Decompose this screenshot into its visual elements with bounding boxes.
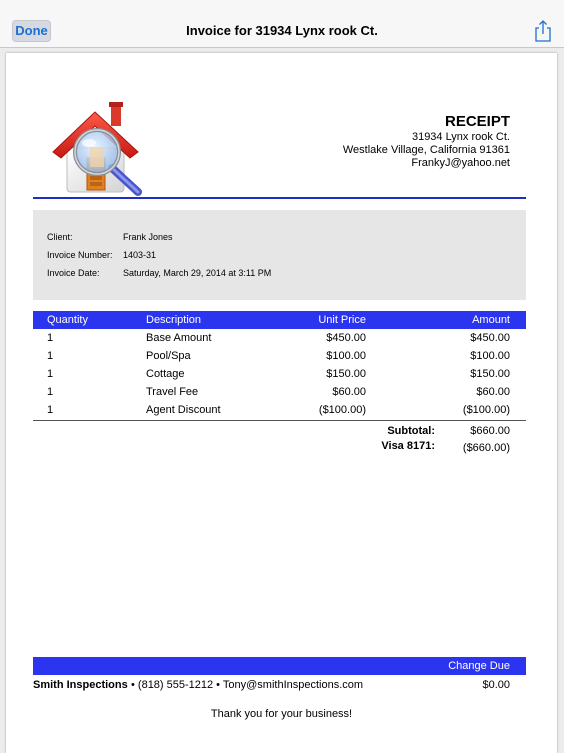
table-row [33, 401, 526, 419]
amount-cell: $150.00 [470, 368, 510, 380]
unit-price-header: Unit Price [318, 314, 366, 326]
invoice-date-label: Invoice Date: [47, 268, 100, 278]
company-contact: • (818) 555-1212 • Tony@smithInspections.com [131, 679, 364, 691]
invoice-number-label: Invoice Number: [47, 250, 113, 260]
company-name: Smith Inspections [33, 679, 128, 691]
client-value: Frank Jones [123, 232, 173, 242]
line-items-header [33, 311, 526, 329]
table-row [33, 365, 526, 383]
unit-price-cell: ($100.00) [318, 404, 366, 416]
description-cell: Agent Discount [146, 404, 221, 416]
change-due-label: Change Due [448, 660, 510, 672]
change-due-bar [33, 657, 526, 675]
footer-row [33, 677, 526, 693]
receipt-document [6, 53, 557, 753]
subtotal-value: $660.00 [470, 425, 510, 437]
table-row [33, 347, 526, 365]
description-cell: Pool/Spa [146, 350, 191, 362]
amount-header: Amount [472, 314, 510, 326]
table-row [33, 329, 526, 347]
receipt-title: RECEIPT [444, 113, 510, 130]
unit-price-cell: $150.00 [326, 368, 366, 380]
share-icon[interactable] [533, 19, 553, 43]
property-address-line1: 31934 Lynx rook Ct. [411, 131, 510, 143]
unit-price-cell: $450.00 [326, 332, 366, 344]
house-magnifier-logo [50, 100, 145, 197]
property-address-line2: Westlake Village, California 91361 [342, 144, 510, 156]
table-divider [33, 420, 526, 421]
receipt-header [343, 113, 510, 170]
status-bar [0, 0, 564, 14]
payment-row [33, 438, 526, 454]
description-cell: Base Amount [146, 332, 212, 344]
description-header: Description [146, 314, 202, 326]
invoice-number-value: 1403-31 [123, 250, 157, 260]
invoice-date-value: Saturday, March 29, 2014 at 3:11 PM [123, 268, 272, 278]
amount-cell: $60.00 [476, 386, 510, 398]
client-label: Client: [47, 232, 73, 242]
payment-label: Visa 8171: [381, 440, 435, 452]
done-button[interactable]: Done [12, 20, 51, 42]
subtotal-label: Subtotal: [387, 425, 435, 437]
description-cell: Travel Fee [146, 386, 199, 398]
change-due-value: $0.00 [482, 679, 510, 691]
unit-price-cell: $60.00 [332, 386, 366, 398]
client-info-box [33, 210, 526, 300]
quantity-cell: 1 [47, 404, 54, 416]
amount-cell: ($100.00) [462, 404, 510, 416]
thank-you-message: Thank you for your business! [210, 708, 353, 720]
header-divider [33, 197, 526, 199]
quantity-cell: 1 [47, 368, 54, 380]
amount-cell: $100.00 [470, 350, 510, 362]
description-cell: Cottage [146, 368, 185, 380]
quantity-cell: 1 [47, 386, 54, 398]
amount-cell: $450.00 [470, 332, 510, 344]
quantity-header: Quantity [47, 314, 88, 326]
quantity-cell: 1 [47, 332, 54, 344]
quantity-cell: 1 [47, 350, 54, 362]
payment-value: ($660.00) [462, 442, 510, 454]
table-row [33, 383, 526, 401]
client-email: FrankyJ@yahoo.net [411, 157, 510, 169]
nav-title: Invoice for 31934 Lynx rook Ct. [186, 23, 378, 38]
unit-price-cell: $100.00 [326, 350, 366, 362]
subtotal-row [33, 423, 526, 439]
navigation-bar [0, 14, 564, 48]
